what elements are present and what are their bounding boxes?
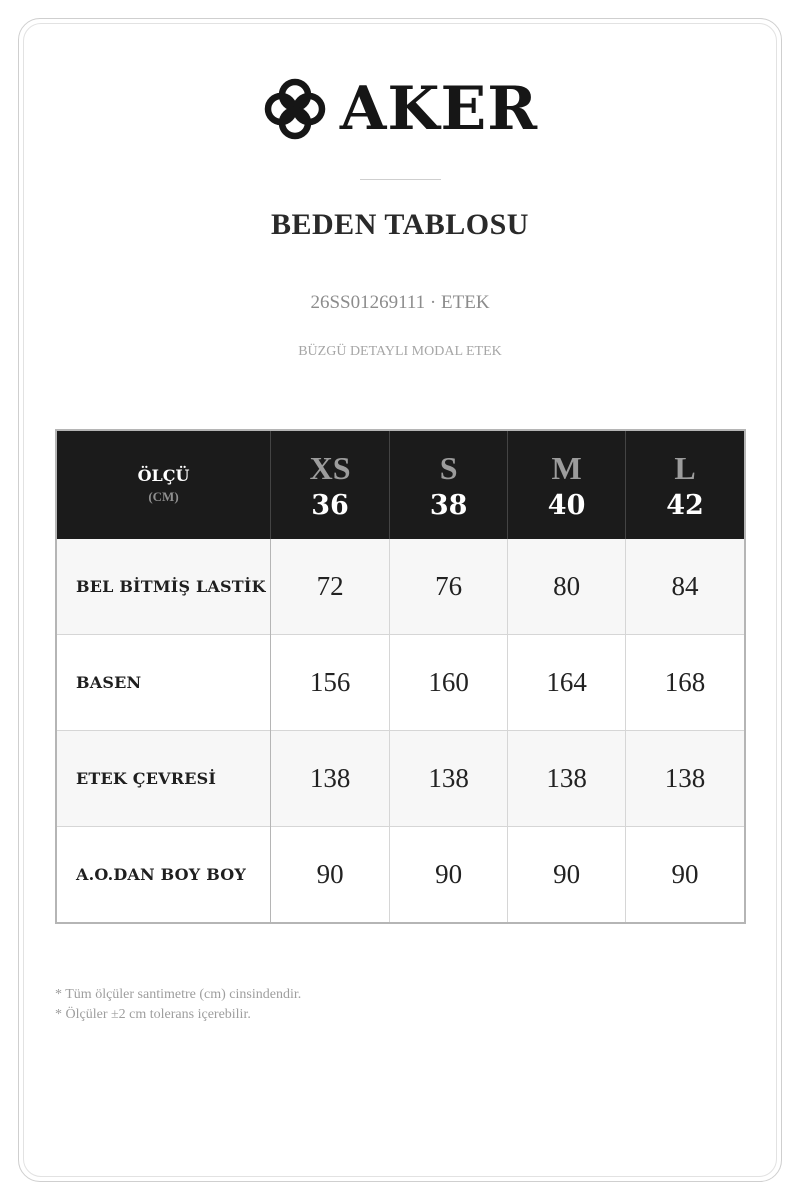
page-title: BEDEN TABLOSU — [271, 208, 529, 241]
row-label: BEL BİTMİŞ LASTİK — [56, 539, 271, 635]
product-code: 26SS01269111 · ETEK — [310, 292, 490, 313]
table-cell: 138 — [390, 731, 508, 827]
footnote: * Ölçüler ±2 cm tolerans içerebilir. — [55, 1007, 251, 1022]
size-number: 36 — [311, 489, 349, 521]
table-row — [56, 731, 745, 827]
header-divider — [360, 179, 441, 180]
size-number: 40 — [547, 489, 586, 521]
size-header-l — [626, 430, 745, 539]
table-cell: 90 — [626, 827, 745, 924]
row-label: ETEK ÇEVRESİ — [56, 731, 271, 827]
size-letter: XS — [309, 449, 351, 486]
size-letter: L — [674, 449, 696, 486]
size-letter: S — [439, 449, 458, 486]
footnote: * Tüm ölçüler santimetre (cm) cinsindendir. — [55, 987, 302, 1002]
table-cell: 84 — [626, 539, 745, 635]
brand-name: AKER — [339, 74, 539, 144]
row-label: BASEN — [56, 635, 271, 731]
size-header-s — [390, 430, 508, 539]
size-number: 42 — [666, 489, 704, 521]
table-row — [56, 635, 745, 731]
table-cell: 138 — [626, 731, 745, 827]
size-letter: M — [551, 449, 582, 486]
measure-header-label: ÖLÇÜ — [137, 465, 190, 485]
table-cell: 90 — [271, 827, 390, 924]
table-cell: 164 — [508, 635, 626, 731]
size-chart-table — [55, 429, 746, 924]
table-cell: 72 — [271, 539, 390, 635]
measure-header-cell — [56, 430, 271, 539]
table-cell: 76 — [390, 539, 508, 635]
table-cell: 168 — [626, 635, 745, 731]
footnotes — [55, 985, 301, 1025]
table-cell: 80 — [508, 539, 626, 635]
brand-logo — [0, 76, 800, 142]
knot-emblem-icon — [262, 76, 328, 142]
size-number: 38 — [429, 489, 468, 521]
row-label: A.O.DAN BOY BOY — [56, 827, 271, 924]
table-cell: 138 — [508, 731, 626, 827]
table-row — [56, 539, 745, 635]
size-header-xs — [271, 430, 390, 539]
table-cell: 160 — [390, 635, 508, 731]
measure-header-unit: (CM) — [148, 488, 179, 504]
product-name: BÜZGÜ DETAYLI MODAL ETEK — [298, 344, 502, 359]
table-row — [56, 827, 745, 924]
table-cell: 156 — [271, 635, 390, 731]
size-header-m — [508, 430, 626, 539]
table-cell: 90 — [508, 827, 626, 924]
table-cell: 90 — [390, 827, 508, 924]
header-row — [56, 430, 745, 539]
table-cell: 138 — [271, 731, 390, 827]
